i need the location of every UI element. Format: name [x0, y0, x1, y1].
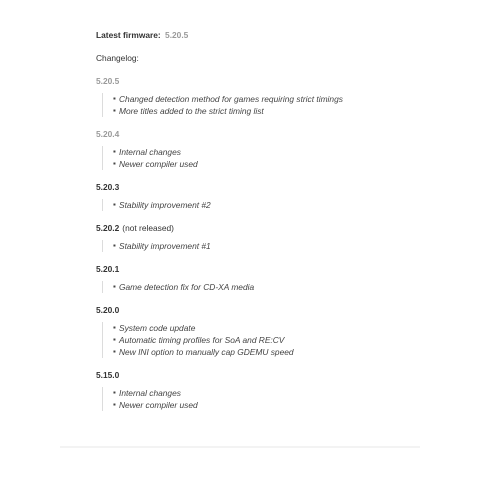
change-item	[113, 93, 426, 105]
bullet-icon: ▪	[113, 347, 116, 356]
change-item-text: Newer compiler used	[119, 400, 198, 410]
bullet-icon: ▪	[113, 400, 116, 409]
change-item-text: Changed detection method for games requiring strict timings	[119, 94, 343, 104]
latest-firmware	[96, 29, 426, 41]
change-item-text: Stability improvement #1	[119, 241, 211, 251]
changelog-section	[96, 75, 426, 117]
change-list	[102, 93, 426, 117]
version-number: 5.20.0	[96, 305, 120, 315]
version-heading	[96, 75, 426, 87]
change-item	[113, 146, 426, 158]
change-item-text: Newer compiler used	[119, 159, 198, 169]
change-item-text: New INI option to manually cap GDEMU speed	[119, 347, 294, 357]
version-heading	[96, 369, 426, 381]
change-list	[102, 146, 426, 170]
change-item	[113, 281, 426, 293]
latest-firmware-label: Latest firmware:	[96, 30, 161, 40]
version-number: 5.20.4	[96, 129, 120, 139]
change-item	[113, 240, 426, 252]
change-item-text: System code update	[119, 323, 196, 333]
change-item-text: Automatic timing profiles for SoA and RE:CV	[119, 335, 285, 345]
change-item	[113, 387, 426, 399]
bullet-icon: ▪	[113, 200, 116, 209]
bullet-icon: ▪	[113, 241, 116, 250]
version-number: 5.20.1	[96, 264, 120, 274]
change-item-text: More titles added to the strict timing list	[119, 106, 264, 116]
change-list	[102, 322, 426, 358]
bullet-icon: ▪	[113, 106, 116, 115]
version-heading	[96, 263, 426, 275]
changelog-section	[96, 263, 426, 293]
change-list	[102, 281, 426, 293]
bullet-icon: ▪	[113, 147, 116, 156]
bullet-icon: ▪	[113, 159, 116, 168]
change-item	[113, 199, 426, 211]
change-item	[113, 399, 426, 411]
version-heading	[96, 181, 426, 193]
changelog-heading: Changelog:	[96, 53, 139, 63]
change-item	[113, 158, 426, 170]
change-item-text: Internal changes	[119, 388, 181, 398]
bullet-icon: ▪	[113, 94, 116, 103]
changelog-section	[96, 369, 426, 411]
change-list	[102, 387, 426, 411]
page-divider	[60, 446, 420, 448]
version-number: 5.20.5	[96, 76, 120, 86]
changelog-section	[96, 304, 426, 358]
bullet-icon: ▪	[113, 282, 116, 291]
changelog-sections	[96, 75, 426, 411]
bullet-icon: ▪	[113, 388, 116, 397]
version-heading	[96, 128, 426, 140]
version-number: 5.15.0	[96, 370, 120, 380]
changelog-content	[96, 29, 426, 411]
change-item	[113, 346, 426, 358]
version-number: 5.20.2	[96, 223, 120, 233]
bullet-icon: ▪	[113, 323, 116, 332]
change-item-text: Stability improvement #2	[119, 200, 211, 210]
latest-firmware-version: 5.20.5	[165, 30, 189, 40]
change-item	[113, 334, 426, 346]
version-note: (not released)	[122, 223, 174, 233]
changelog-section	[96, 128, 426, 170]
change-list	[102, 199, 426, 211]
version-heading	[96, 222, 426, 234]
change-list	[102, 240, 426, 252]
change-item	[113, 105, 426, 117]
version-heading	[96, 304, 426, 316]
changelog-section	[96, 181, 426, 211]
bullet-icon: ▪	[113, 335, 116, 344]
version-number: 5.20.3	[96, 182, 120, 192]
change-item-text: Game detection fix for CD-XA media	[119, 282, 255, 292]
change-item	[113, 322, 426, 334]
changelog-section	[96, 222, 426, 252]
change-item-text: Internal changes	[119, 147, 181, 157]
